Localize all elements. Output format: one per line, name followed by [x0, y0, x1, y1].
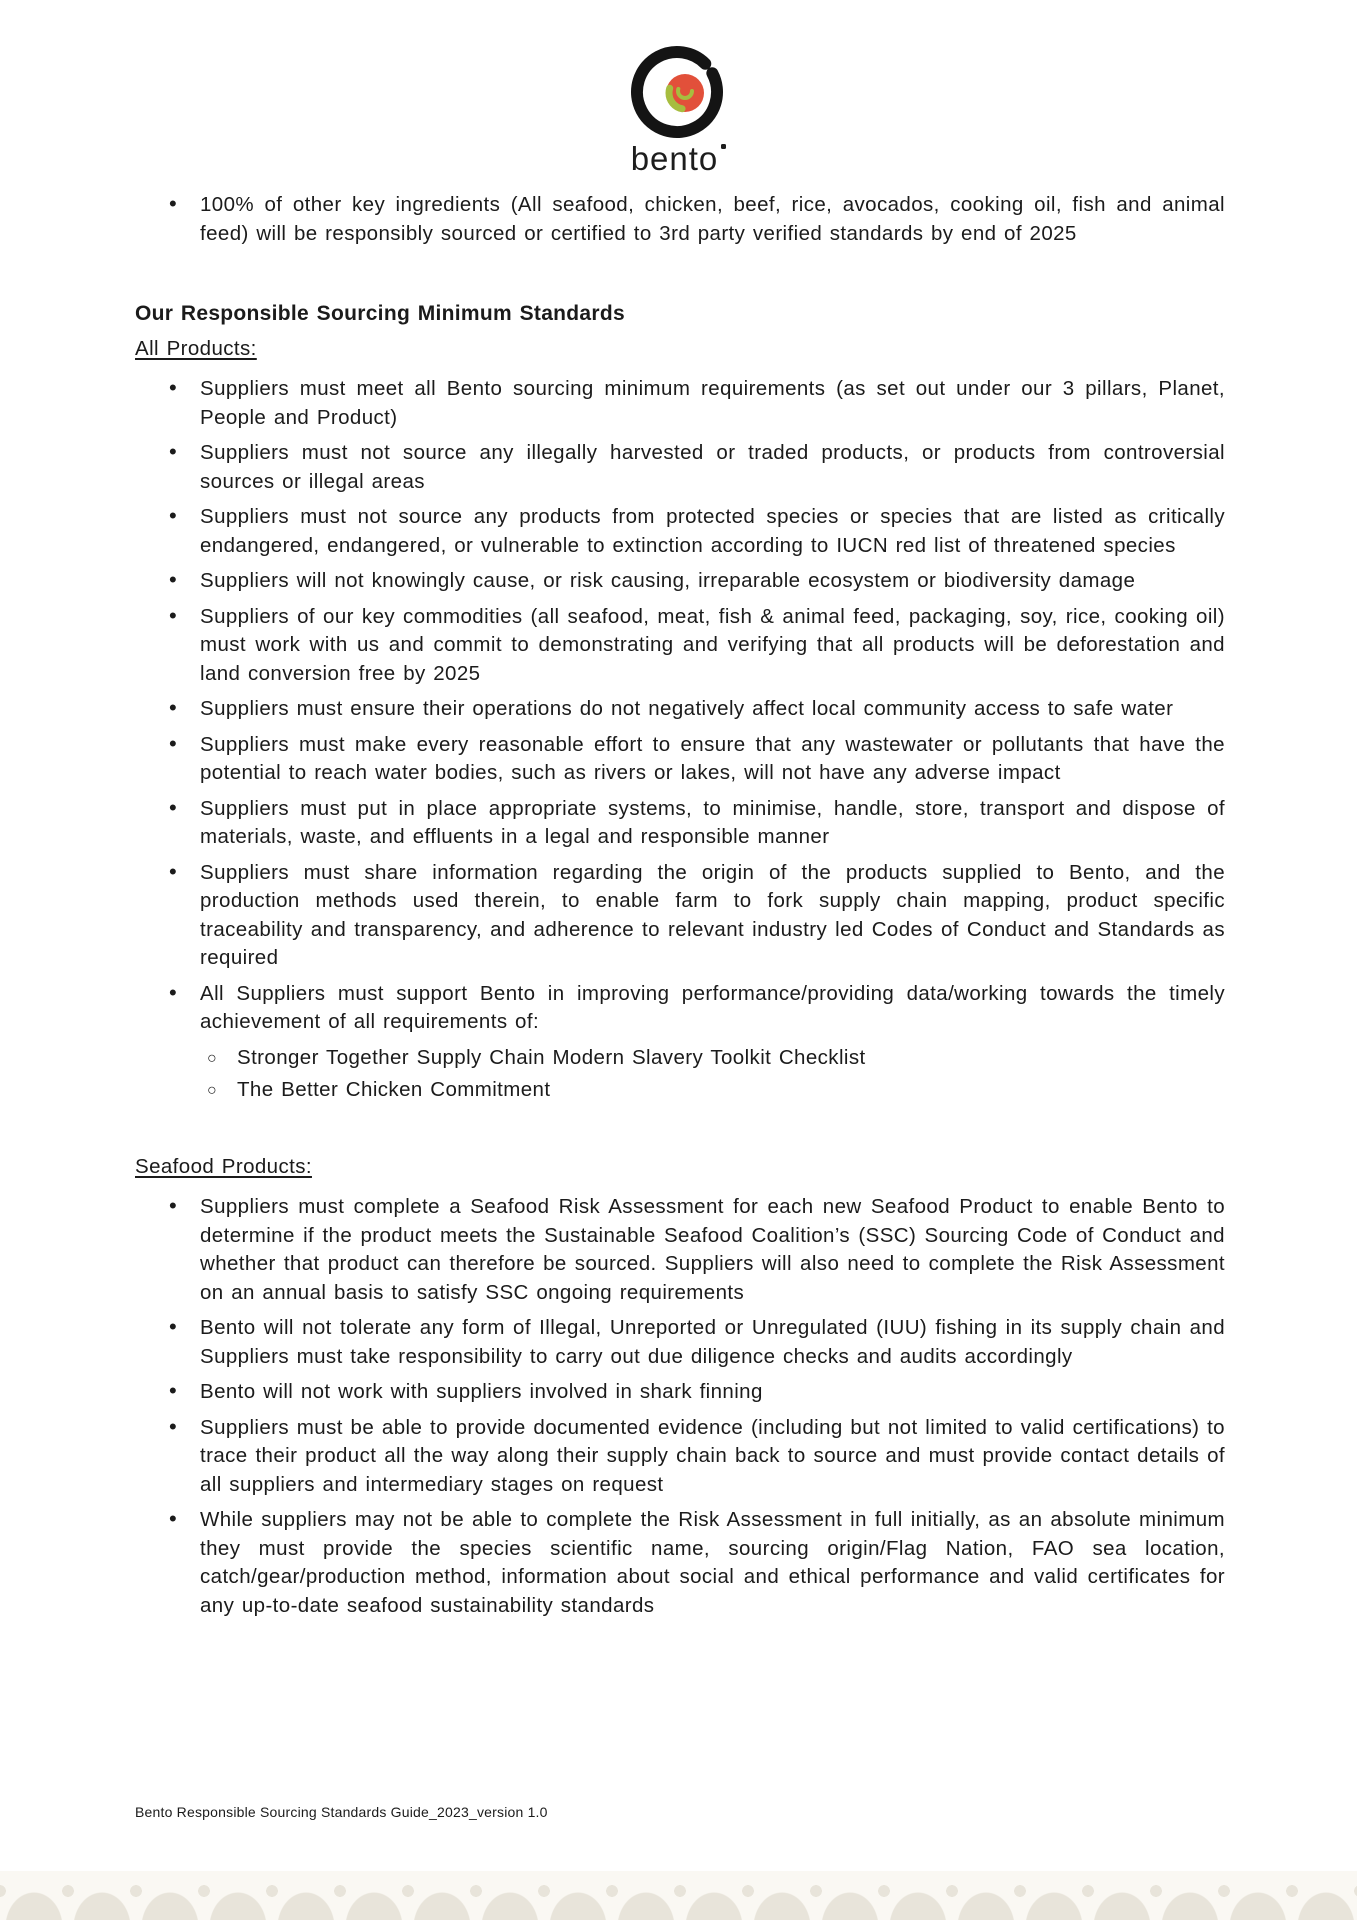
all-products-sub-bullet-list	[237, 1044, 1225, 1105]
all-products-bullet: • Suppliers must not source any products from protected species or species that are listed as critically endangered, endangered, or vulnerable to extinction according to IUCN red list of threatened species	[200, 503, 1225, 560]
all-products-bullet: • Suppliers must share information regarding the origin of the products supplied to Bento, and the production methods used therein, to enable farm to fork supply chain mapping, product specific traceability and transparency, and adherence to relevant industry led Codes of Conduct and Standards as required	[200, 859, 1225, 973]
intro-bullet: • 100% of other key ingredients (All seafood, chicken, beef, rice, avocados, cooking oil, fish and animal feed) will be responsibly sourced or certified to 3rd party verified standards by end of 2025	[200, 191, 1225, 248]
bento-logo-icon	[619, 38, 739, 150]
seafood-bullet: • While suppliers may not be able to complete the Risk Assessment in full initially, as an absolute minimum they must provide the species scientific name, sourcing origin/Flag Nation, FAO sea location, catch/gear/production method, information about social and ethical performance and valid certificates for any up-to-date seafood sustainability standards	[200, 1506, 1225, 1620]
section-heading-seafood-products: Seafood Products:	[135, 1154, 312, 1178]
seafood-bullet: • Suppliers must complete a Seafood Risk Assessment for each new Seafood Product to enable Bento to determine if the product meets the Sustainable Seafood Coalition’s (SSC) Sourcing Code of Conduct and whether that product can therefore be sourced. Suppliers will also need to complete the Risk Assessment on an annual basis to satisfy SSC ongoing requirements	[200, 1193, 1225, 1307]
all-products-bullet: • Suppliers must not source any illegally harvested or traded products, or products from controversial sources or illegal areas	[200, 439, 1225, 496]
brand-logo	[0, 0, 1357, 175]
all-products-bullet: • All Suppliers must support Bento in improving performance/providing data/working towards the timely achievement of all requirements of:	[200, 980, 1225, 1037]
all-products-bullet: • Suppliers will not knowingly cause, or risk causing, irreparable ecosystem or biodiversity damage	[200, 567, 1225, 596]
document-footer: Bento Responsible Sourcing Standards Guide_2023_version 1.0	[135, 1804, 548, 1820]
all-products-bullet: • Suppliers must make every reasonable effort to ensure that any wastewater or pollutants that have the potential to reach water bodies, such as rivers or lakes, will not have any adverse impact	[200, 731, 1225, 788]
brand-wordmark-text: bento	[630, 140, 719, 177]
all-products-sub-bullet: ○ Stronger Together Supply Chain Modern Slavery Toolkit Checklist	[237, 1044, 1225, 1073]
section-heading-main: Our Responsible Sourcing Minimum Standards	[135, 302, 625, 325]
all-products-bullet: • Suppliers of our key commodities (all seafood, meat, fish & animal feed, packaging, soy, rice, cooking oil) must work with us and commit to demonstrating and verifying that all products will be deforestation and land conversion free by 2025	[200, 603, 1225, 689]
trademark-mark-icon	[721, 144, 726, 149]
section-heading-all-products: All Products:	[135, 336, 257, 360]
decorative-scallop-border	[0, 1871, 1357, 1920]
seafood-bullet-list	[135, 1193, 1225, 1620]
seafood-bullet: • Bento will not work with suppliers involved in shark finning	[200, 1378, 1225, 1407]
all-products-bullet: • Suppliers must ensure their operations do not negatively affect local community access to safe water	[200, 695, 1225, 724]
all-products-bullet: • Suppliers must meet all Bento sourcing minimum requirements (as set out under our 3 pillars, Planet, People and Product)	[200, 375, 1225, 432]
brand-wordmark	[631, 142, 727, 175]
all-products-bullet-list	[135, 375, 1225, 1037]
all-products-bullet: • Suppliers must put in place appropriate systems, to minimise, handle, store, transport and dispose of materials, waste, and effluents in a legal and responsible manner	[200, 795, 1225, 852]
seafood-bullet: • Suppliers must be able to provide documented evidence (including but not limited to valid certifications) to trace their product all the way along their supply chain back to source and must provide contact details of all suppliers and intermediary stages on request	[200, 1414, 1225, 1500]
intro-bullet-list	[135, 191, 1225, 248]
all-products-sub-bullet: ○ The Better Chicken Commitment	[237, 1076, 1225, 1105]
document-body	[0, 191, 1357, 1620]
seafood-bullet: • Bento will not tolerate any form of Illegal, Unreported or Unregulated (IUU) fishing in its supply chain and Suppliers must take responsibility to carry out due diligence checks and audits accordingly	[200, 1314, 1225, 1371]
